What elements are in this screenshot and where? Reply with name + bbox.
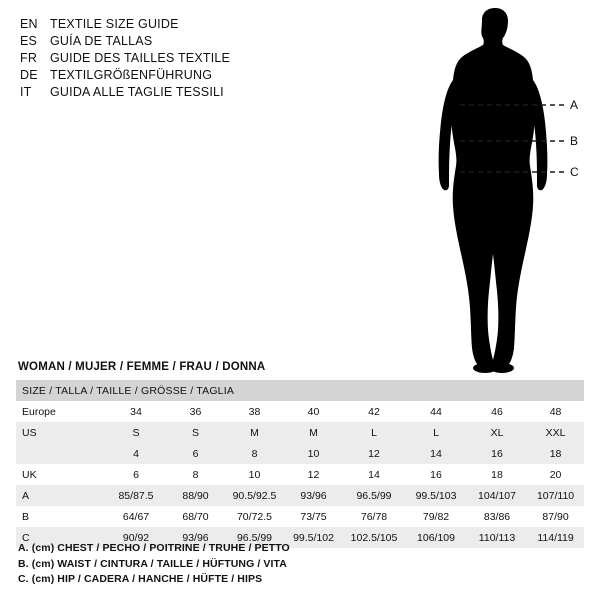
table-cell: 12 (343, 443, 405, 464)
table-header-cell: SIZE / TALLA / TAILLE / GRÖSSE / TAGLIA (16, 380, 584, 401)
table-cell: 83/86 (467, 506, 527, 527)
table-cell: 68/70 (166, 506, 225, 527)
table-cell: 106/109 (405, 527, 467, 548)
table-cell: 10 (284, 443, 343, 464)
title-row-fr (20, 50, 350, 67)
title-row-en (20, 16, 350, 33)
table-row (16, 443, 584, 464)
table-cell: XL (467, 422, 527, 443)
table-cell: 104/107 (467, 485, 527, 506)
table-cell: 88/90 (166, 485, 225, 506)
title-lang-en: EN (20, 17, 38, 31)
table-cell: 18 (467, 464, 527, 485)
table-cell: S (166, 422, 225, 443)
table-cell: 4 (106, 443, 166, 464)
table-cell: S (106, 422, 166, 443)
table-cell: 6 (106, 464, 166, 485)
table-cell: 73/75 (284, 506, 343, 527)
title-lang-es: ES (20, 34, 38, 48)
table-cell: 99.5/103 (405, 485, 467, 506)
table-cell: 8 (166, 464, 225, 485)
measurement-legend (18, 541, 290, 588)
table-cell: XXL (527, 422, 584, 443)
table-cell: 48 (527, 401, 584, 422)
table-cell: 90.5/92.5 (225, 485, 284, 506)
row-label: C (16, 527, 106, 548)
table-cell: 110/113 (467, 527, 527, 548)
table-cell: 36 (166, 401, 225, 422)
table-cell: 87/90 (527, 506, 584, 527)
table-header-row (16, 380, 584, 401)
title-row-it (20, 84, 350, 101)
table-cell: M (284, 422, 343, 443)
legend-line-c: C. (cm) HIP / CADERA / HANCHE / HÜFTE / HIPS (18, 573, 263, 585)
table-cell: 64/67 (106, 506, 166, 527)
row-label: B (16, 506, 106, 527)
table-cell: 90/92 (106, 527, 166, 548)
table-cell: 20 (527, 464, 584, 485)
measure-label-a: A (570, 98, 579, 112)
row-label: Europe (16, 401, 106, 422)
table-cell: 79/82 (405, 506, 467, 527)
title-text-fr: GUIDE DES TAILLES TEXTILE (50, 51, 231, 65)
table-cell: 107/110 (527, 485, 584, 506)
table-cell: M (225, 422, 284, 443)
row-label: A (16, 485, 106, 506)
size-table (16, 380, 584, 548)
table-cell: 40 (284, 401, 343, 422)
table-cell: 6 (166, 443, 225, 464)
table-cell: 34 (106, 401, 166, 422)
title-row-es (20, 33, 350, 50)
row-label (16, 443, 106, 464)
table-cell: 76/78 (343, 506, 405, 527)
table-cell: 102.5/105 (343, 527, 405, 548)
table-cell: L (343, 422, 405, 443)
title-block (20, 16, 350, 101)
table-cell: 93/96 (166, 527, 225, 548)
title-row-de (20, 67, 350, 84)
table-row (16, 422, 584, 443)
table-row (16, 506, 584, 527)
table-cell: 10 (225, 464, 284, 485)
title-lang-de: DE (20, 68, 38, 82)
table-row (16, 485, 584, 506)
title-text-es: GUÍA DE TALLAS (50, 34, 153, 48)
table-row (16, 464, 584, 485)
table-cell: 70/72.5 (225, 506, 284, 527)
table-cell: 16 (405, 464, 467, 485)
gender-header: WOMAN / MUJER / FEMME / FRAU / DONNA (18, 361, 266, 373)
row-label: US (16, 422, 106, 443)
table-cell: 42 (343, 401, 405, 422)
legend-line-b: B. (cm) WAIST / CINTURA / TAILLE / HÜFTUNG / VITA (18, 557, 287, 570)
table-cell: 93/96 (284, 485, 343, 506)
table-cell: L (405, 422, 467, 443)
table-cell: 18 (527, 443, 584, 464)
table-cell: 12 (284, 464, 343, 485)
title-text-en: TEXTILE SIZE GUIDE (50, 17, 179, 31)
measure-label-b: B (570, 134, 579, 148)
table-cell: 8 (225, 443, 284, 464)
table-cell: 14 (405, 443, 467, 464)
table-cell: 96.5/99 (343, 485, 405, 506)
table-row (16, 401, 584, 422)
title-text-de: TEXTILGRÖßENFÜHRUNG (50, 68, 213, 82)
measure-label-c: C (570, 165, 579, 179)
table-cell: 16 (467, 443, 527, 464)
table-cell: 14 (343, 464, 405, 485)
table-cell: 44 (405, 401, 467, 422)
table-cell: 85/87.5 (106, 485, 166, 506)
table-cell: 114/119 (527, 527, 584, 548)
row-label: UK (16, 464, 106, 485)
title-lang-fr: FR (20, 51, 38, 65)
table-cell: 38 (225, 401, 284, 422)
body-figure (420, 8, 590, 373)
table-cell: 46 (467, 401, 527, 422)
size-table-wrapper (16, 380, 584, 548)
female-silhouette-icon (420, 8, 590, 373)
table-cell: 96.5/99 (225, 527, 284, 548)
title-text-it: GUIDA ALLE TAGLIE TESSILI (50, 85, 224, 99)
legend-line-a: A. (cm) CHEST / PECHO / POITRINE / TRUHE / PETTO (18, 542, 290, 554)
title-lang-it: IT (20, 85, 32, 99)
table-cell: 99.5/102 (284, 527, 343, 548)
